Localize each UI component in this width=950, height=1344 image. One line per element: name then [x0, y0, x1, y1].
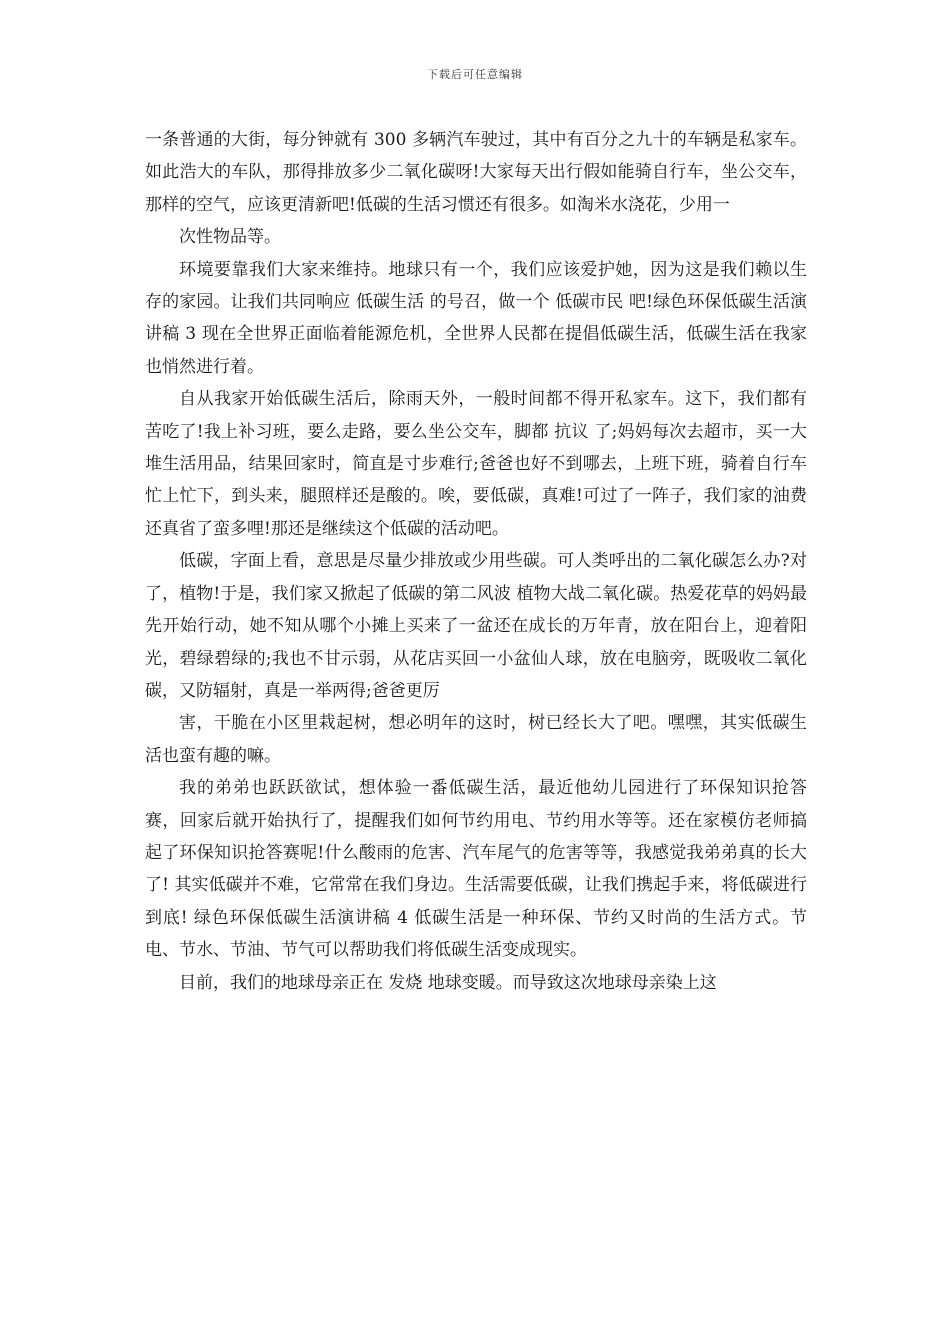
paragraph: 低碳，字面上看，意思是尽量少排放或少用些碳。可人类呼出的二氧化碳怎么办?对了，植物!于是，我们家又掀起了低碳的第二风波 植物大战二氧化碳。热爱花草的妈妈最先开始行动，她不知从哪个小摊上买来了一盆还在成长的万年青，放在阳台上，迎着阳光，碧绿碧绿的;我也不甘示弱，从花店买回一小盆仙人球，放在电脑旁，既吸收二氧化碳，又防辐射，真是一举两得;爸爸更厉	[145, 551, 807, 701]
paragraph: 我的弟弟也跃跃欲试，想体验一番低碳生活，最近他幼儿园进行了环保知识抢答赛，回家后就开始执行了，提醒我们如何节约用电、节约用水等等。还在家模仿老师搞起了环保知识抢答赛呢!什么酸雨的危害、汽车尾气的危害等等，我感觉我弟弟真的长大了! 其实低碳并不难，它常常在我们身边。生活需要低碳，让我们携起手来，将低碳进行到底! 绿色环保低碳生活演讲稿 4 低碳生活是一种环保、节约又时尚的生活方式。节电、节水、节油、节气可以帮助我们将低碳生活变成现实。	[145, 778, 807, 961]
paragraph: 次性物品等。	[179, 227, 281, 248]
paragraph: 环境要靠我们大家来维持。地球只有一个，我们应该爱护她，因为这是我们赖以生存的家园。让我们共同响应 低碳生活 的号召，做一个 低碳市民 吧!绿色环保低碳生活演讲稿 3 现在全世界正面临着能源危机，全世界人民都在提倡低碳生活，低碳生活在我家也悄然进行着。	[145, 259, 807, 377]
page-header: 下载后可任意编辑	[427, 68, 523, 81]
paragraph: 目前，我们的地球母亲正在 发烧 地球变暖。而导致这次地球母亲染上这	[179, 972, 717, 993]
paragraph: 自从我家开始低碳生活后，除雨天外，一般时间都不得开私家车。这下，我们都有苦吃了!我上补习班，要么走路，要么坐公交车，脚都 抗议 了;妈妈每次去超市，买一大堆生活用品，结果回家时，简直是寸步难行;爸爸也好不到哪去，上班下班，骑着自行车忙上忙下，到头来，腿照样还是酸的。唉，要低碳，真难!可过了一阵子，我们家的油费还真省了蛮多哩!那还是继续这个低碳的活动吧。	[145, 389, 807, 539]
document-body	[145, 124, 807, 999]
paragraph: 害，干脆在小区里栽起树，想必明年的这时，树已经长大了吧。嘿嘿，其实低碳生活也蛮有趣的嘛。	[145, 713, 807, 766]
paragraph: 一条普通的大街，每分钟就有 300 多辆汽车驶过，其中有百分之九十的车辆是私家车。如此浩大的车队，那得排放多少二氧化碳呀!大家每天出行假如能骑自行车，坐公交车，那样的空气，应该更清新吧!低碳的生活习惯还有很多。如淘米水浇花，少用一	[145, 130, 807, 215]
